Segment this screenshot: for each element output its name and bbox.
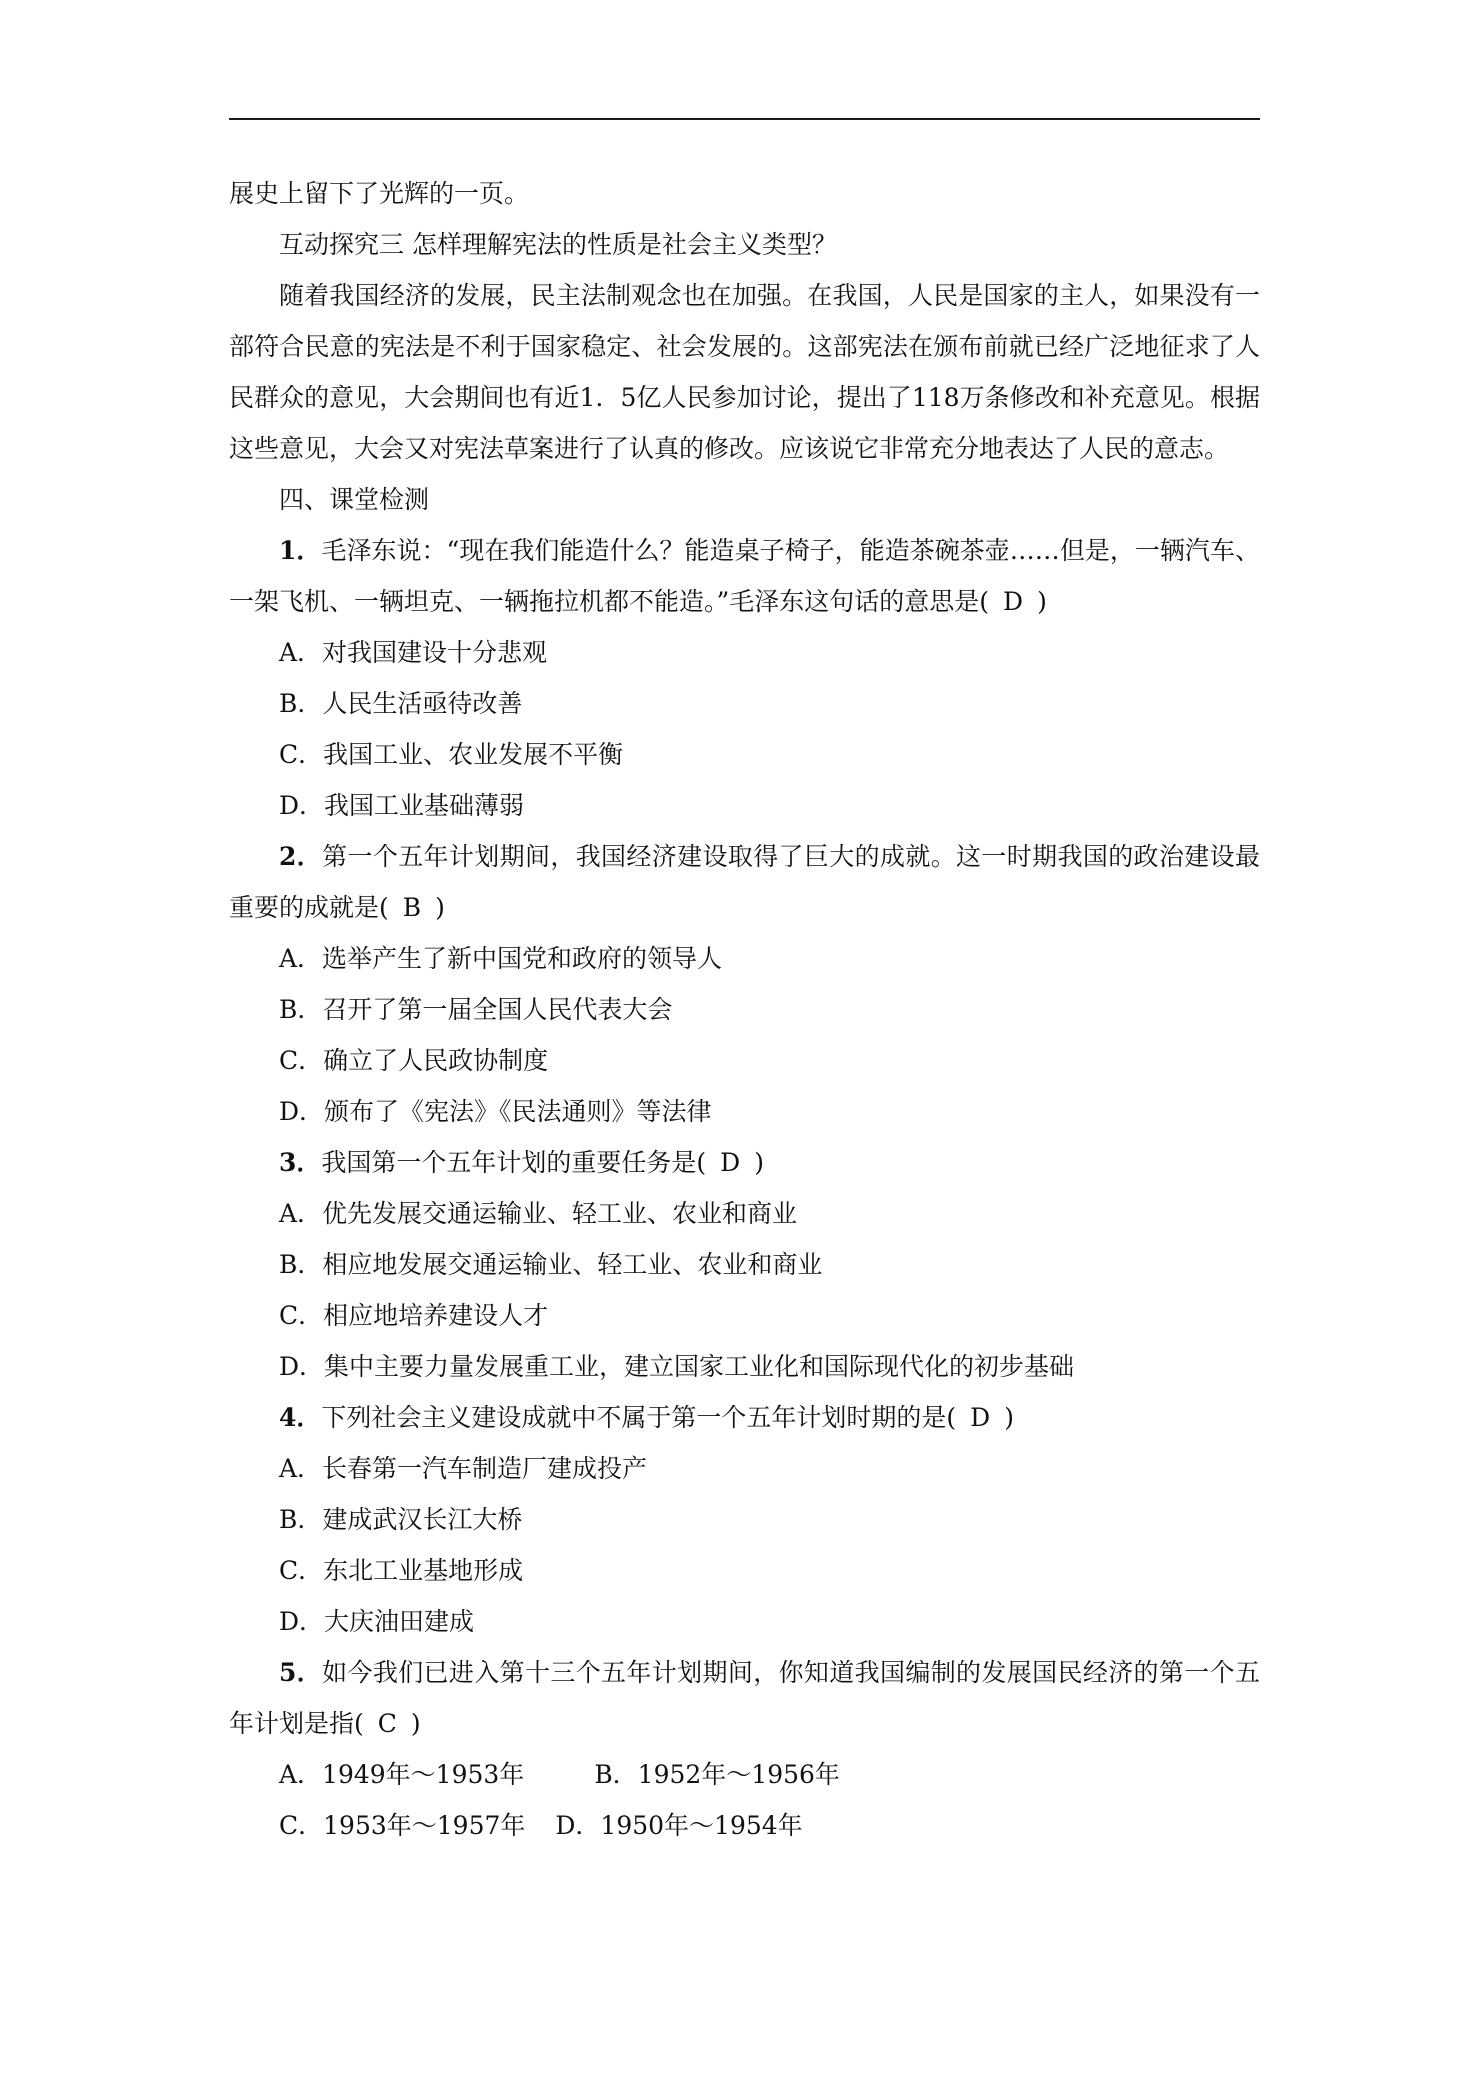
question-text: 第一个五年计划期间，我国经济建设取得了巨大的成就。这一时期我国的政治建设最重要的成就是( xyxy=(229,842,1260,922)
question-3-option-a: A．优先发展交通运输业、轻工业、农业和商业 xyxy=(279,1199,798,1228)
question-5-option-d: D．1950年～1954年 xyxy=(555,1811,803,1840)
question-2-stem xyxy=(229,831,1260,933)
question-5-option-b: B．1952年～1956年 xyxy=(594,1760,840,1789)
document-body xyxy=(229,168,1260,1851)
question-2-option-c: C．确立了人民政协制度 xyxy=(279,1046,549,1075)
answer-letter: B xyxy=(402,893,422,922)
close-paren: ) xyxy=(435,893,445,922)
close-paren: ) xyxy=(1037,587,1047,616)
question-number: 2． xyxy=(279,842,323,871)
close-paren: ) xyxy=(410,1709,421,1738)
question-1-option-b: B．人民生活亟待改善 xyxy=(279,689,523,718)
question-3-stem xyxy=(229,1137,1260,1188)
question-4-option-c: C．东北工业基地形成 xyxy=(279,1556,524,1585)
question-2-option-d: D．颁布了《宪法》《民法通则》等法律 xyxy=(279,1097,712,1126)
question-1-option-d: D．我国工业基础薄弱 xyxy=(279,791,525,820)
section-title: 四、课堂检测 xyxy=(279,485,430,514)
question-number: 5． xyxy=(279,1658,323,1687)
question-5-stem xyxy=(229,1647,1260,1749)
question-4-option-b: B．建成武汉长江大桥 xyxy=(279,1505,523,1534)
question-4-option-a: A．长春第一汽车制造厂建成投产 xyxy=(279,1454,648,1483)
close-paren: ) xyxy=(754,1148,764,1177)
answer-letter: C xyxy=(377,1709,397,1738)
question-4-option-d: D．大庆油田建成 xyxy=(279,1607,475,1636)
question-5-options-row-1 xyxy=(229,1749,1260,1800)
header-rule xyxy=(229,118,1260,120)
question-5-option-a: A．1949年～1953年 xyxy=(279,1760,525,1789)
question-3-option-b: B．相应地发展交通运输业、轻工业、农业和商业 xyxy=(279,1250,823,1279)
question-2-option-a: A．选举产生了新中国党和政府的领导人 xyxy=(279,944,723,973)
question-number: 3． xyxy=(279,1148,322,1177)
question-5-options-row-2 xyxy=(229,1800,1260,1851)
question-5-option-c: C．1953年～1957年 xyxy=(279,1811,526,1840)
question-4-stem xyxy=(229,1392,1260,1443)
question-number: 4． xyxy=(279,1403,322,1432)
question-1-option-c: C．我国工业、农业发展不平衡 xyxy=(279,740,624,769)
close-paren: ) xyxy=(1004,1403,1014,1432)
question-text: 毛泽东说：“现在我们能造什么？能造桌子椅子，能造茶碗茶壶……但是，一辆汽车、一架飞机、一辆坦克、一辆拖拉机都不能造。”毛泽东这句话的意思是( xyxy=(229,536,1260,616)
answer-letter: D xyxy=(970,1403,991,1432)
question-1-stem xyxy=(229,525,1260,627)
question-3-option-c: C．相应地培养建设人才 xyxy=(279,1301,549,1330)
continued-text: 展史上留下了光辉的一页。 xyxy=(229,179,530,208)
question-3-option-d: D．集中主要力量发展重工业，建立国家工业化和国际现代化的初步基础 xyxy=(279,1352,1075,1381)
question-1-option-a: A．对我国建设十分悲观 xyxy=(279,638,548,667)
section-heading: 互动探究三 怎样理解宪法的性质是社会主义类型？ xyxy=(279,230,837,259)
question-2-option-b: B．召开了第一届全国人民代表大会 xyxy=(279,995,673,1024)
question-text: 如今我们已进入第十三个五年计划期间，你知道我国编制的发展国民经济的第一个五年计划是指( xyxy=(229,1658,1260,1738)
intro-paragraph: 随着我国经济的发展，民主法制观念也在加强。在我国，人民是国家的主人，如果没有一部符合民意的宪法是不利于国家稳定、社会发展的。这部宪法在颁布前就已经广泛地征求了人民群众的意见，大会期间也有近1．5亿人民参加讨论，提出了118万条修改和补充意见。根据这些意见，大会又对宪法草案进行了认真的修改。应该说它非常充分地表达了人民的意志。 xyxy=(229,281,1260,463)
answer-letter: D xyxy=(1003,587,1024,616)
question-text: 我国第一个五年计划的重要任务是( xyxy=(321,1148,707,1177)
question-number: 1． xyxy=(279,536,322,565)
answer-letter: D xyxy=(720,1148,741,1177)
question-text: 下列社会主义建设成就中不属于第一个五年计划时期的是( xyxy=(321,1403,957,1432)
